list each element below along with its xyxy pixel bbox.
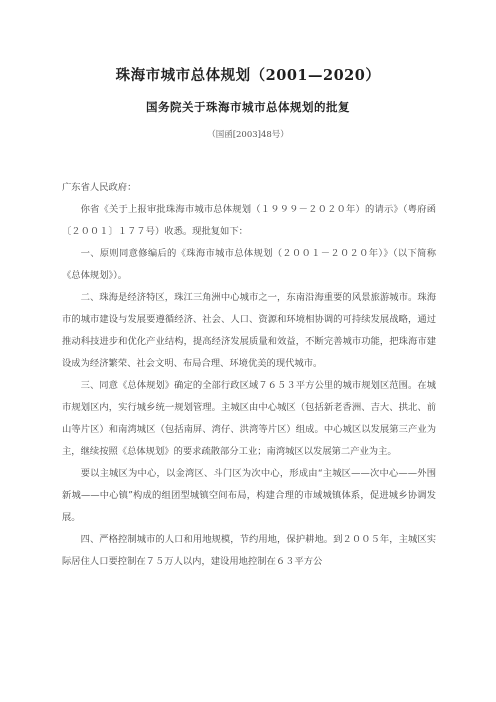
paragraph-4: 四、严格控制城市的人口和用地规模，节约用地，保护耕地。到２００５年，主城区实际居住人口要控制在７５万人以内，建设用地控制在６３平方公 — [62, 534, 436, 567]
document-number: （国函[2003]48号） — [207, 130, 289, 140]
document-subtitle: 国务院关于珠海市城市总体规划的批复 — [146, 100, 350, 114]
document-body — [62, 177, 436, 573]
document-title: 珠海市城市总体规划（2001—2020） — [115, 67, 381, 84]
paragraph-3b: 要以主城区为中心，以金湾区、斗门区为次中心，形成由“主城区——次中心——外围新城——中心镇”构成的组团型城镇空间布局，构建合理的市域城镇体系，促进城乡协调发展。 — [62, 468, 436, 523]
paragraph-intro: 你省《关于上报审批珠海市城市总体规划（１９９９－２０２０年）的请示》（粤府函〔２００１〕１７７号）收悉。现批复如下： — [62, 204, 436, 237]
paragraph-2: 二、珠海是经济特区，珠江三角洲中心城市之一，东南沿海重要的风景旅游城市。珠海市的城市建设与发展要遵循经济、社会、人口、资源和环境相协调的可持续发展战略，通过推动科技进步和优化产业结构，提高经济发展质量和效益，不断完善城市功能，把珠海市建设成为经济繁荣、社会文明、布局合理、环境优美的现代城市。 — [62, 292, 436, 369]
paragraph-3: 三、同意《总体规划》确定的全部行政区域７６５３平方公里的城市规划区范围。在城市规划区内，实行城乡统一规划管理。主城区由中心城区（包括新老香洲、吉大、拱北、前山等片区）和南湾城区（包括南屏、湾仔、洪湾等片区）组成。中心城区以发展第三产业为主，继续按照《总体规划》的要求疏散部分工业；南湾城区以发展第二产业为主。 — [62, 380, 436, 457]
paragraph-1: 一、原则同意修编后的《珠海市城市总体规划（２００１－２０２０年）》（以下简称《总体规划》）。 — [62, 248, 436, 281]
salutation: 广东省人民政府： — [62, 182, 137, 193]
